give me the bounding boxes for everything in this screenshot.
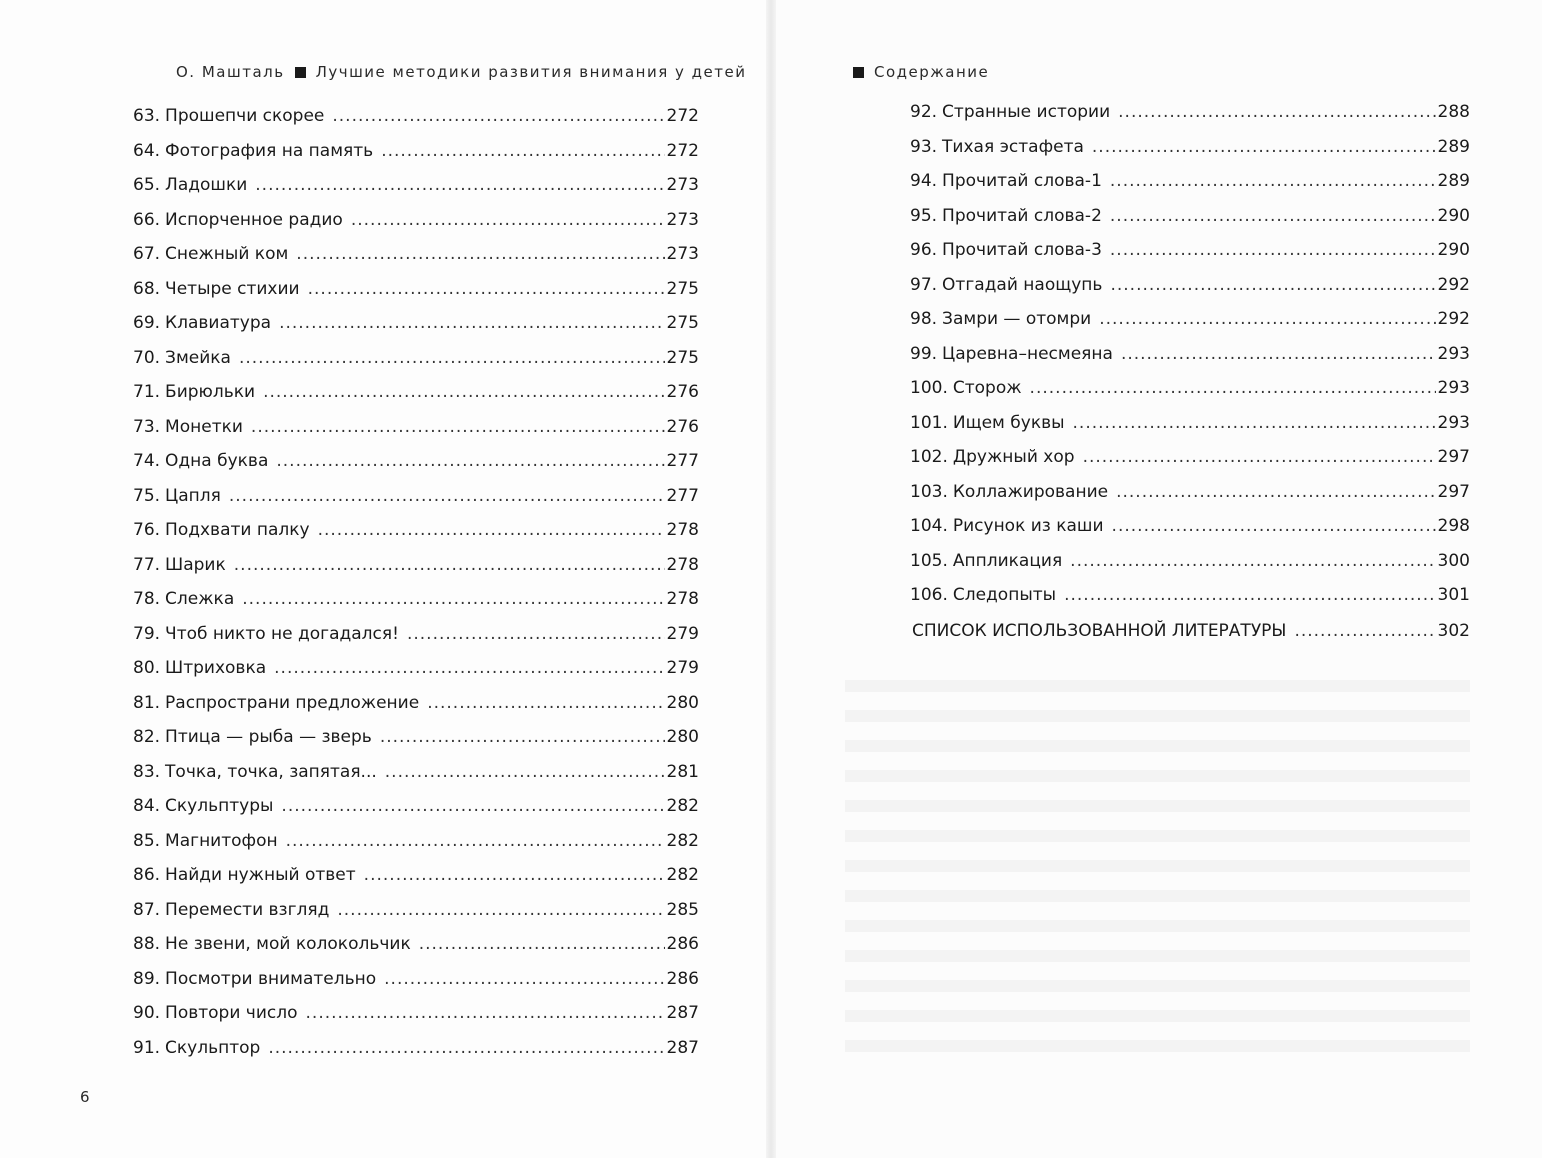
entry-title: Одна буква <box>165 451 269 471</box>
dot-leader <box>351 210 665 230</box>
toc-entry <box>133 934 699 969</box>
header-section: Содержание <box>874 63 990 81</box>
entry-title: Снежный ком <box>165 244 289 264</box>
entry-title: Прочитай слова-3 <box>942 240 1102 260</box>
entry-number: 95. <box>910 205 938 226</box>
toc-entry <box>133 486 699 521</box>
toc-entry <box>133 969 699 1004</box>
entry-number: 70. <box>133 347 161 368</box>
entry-page-number: 293 <box>1437 378 1470 398</box>
entry-page-number: 273 <box>666 209 699 230</box>
entry-number: 75. <box>133 485 161 506</box>
dot-leader <box>274 658 664 678</box>
entry-number: 80. <box>133 658 161 678</box>
toc-entry <box>133 451 699 486</box>
toc-entry <box>910 344 1470 379</box>
entry-number: 97. <box>910 274 938 295</box>
entry-number: 64. <box>133 140 161 161</box>
entry-page-number: 300 <box>1437 550 1470 571</box>
entry-number: 86. <box>133 865 161 885</box>
entry-number: 67. <box>133 244 161 264</box>
toc-entry <box>133 555 699 590</box>
entry-title: Прочитай слова-2 <box>942 205 1102 226</box>
entry-number: 101. <box>910 412 948 433</box>
entry-title: Странные истории <box>942 102 1111 122</box>
toc-entry <box>133 1003 699 1038</box>
toc-entry <box>133 658 699 693</box>
entry-number: 89. <box>133 968 161 989</box>
dot-leader <box>337 900 664 920</box>
toc-entry <box>910 482 1470 517</box>
toc-entry <box>910 275 1470 310</box>
square-bullet-icon <box>295 67 306 78</box>
entry-page-number: 289 <box>1437 136 1470 157</box>
entry-number: 66. <box>133 209 161 230</box>
dot-leader <box>286 831 665 851</box>
entry-page-number: 297 <box>1437 447 1470 467</box>
entry-number: 71. <box>133 382 161 402</box>
dot-leader <box>255 175 664 195</box>
entry-number: 77. <box>133 554 161 575</box>
toc-entry <box>133 727 699 762</box>
entry-title: Не звени, мой колокольчик <box>165 934 411 954</box>
entry-title: Царевна–несмеяна <box>942 343 1113 364</box>
entry-title: Монетки <box>165 416 243 437</box>
entry-title: Точка, точка, запятая... <box>165 761 377 782</box>
entry-number: 82. <box>133 727 161 747</box>
entry-page-number: 275 <box>666 313 699 333</box>
toc-list-right <box>910 102 1470 655</box>
toc-entry <box>133 141 699 176</box>
toc-entry <box>910 378 1470 413</box>
toc-entry <box>133 313 699 348</box>
dot-leader <box>364 865 665 885</box>
dot-leader <box>229 486 665 506</box>
dot-leader <box>1110 206 1436 226</box>
entry-number: 78. <box>133 589 161 609</box>
entry-title: Штриховка <box>165 658 267 678</box>
entry-title: Дружный хор <box>952 447 1075 467</box>
dot-leader <box>318 520 665 540</box>
dot-leader <box>1092 137 1436 157</box>
entry-title: Птица — рыба — зверь <box>165 727 372 747</box>
entry-number: 105. <box>910 550 948 571</box>
entry-number: 74. <box>133 451 161 471</box>
entry-number: 96. <box>910 240 938 260</box>
entry-title: Слежка <box>165 589 235 609</box>
toc-entry <box>133 693 699 728</box>
entry-page-number: 289 <box>1437 171 1470 191</box>
entry-page-number: 293 <box>1437 412 1470 433</box>
dot-leader <box>279 313 664 333</box>
toc-entry <box>133 175 699 210</box>
entry-page-number: 275 <box>666 278 699 299</box>
entry-title: Фотография на память <box>165 140 374 161</box>
entry-title: Сторож <box>952 378 1022 398</box>
entry-page-number: 276 <box>666 416 699 437</box>
entry-number: 104. <box>910 516 948 536</box>
page-number: 6 <box>80 1088 90 1106</box>
toc-entry <box>910 102 1470 137</box>
entry-page-number: 282 <box>666 830 699 851</box>
toc-entry <box>910 585 1470 620</box>
entry-number: 84. <box>133 796 161 816</box>
toc-entry <box>133 900 699 935</box>
toc-list-left <box>133 106 699 1072</box>
toc-entry <box>910 240 1470 275</box>
dot-leader <box>281 796 664 816</box>
dot-leader <box>332 106 664 126</box>
toc-entry <box>133 417 699 452</box>
entry-page-number: 282 <box>666 865 699 885</box>
entry-page-number: 275 <box>666 347 699 368</box>
entry-page-number: 273 <box>666 175 699 195</box>
dot-leader <box>268 1038 664 1058</box>
entry-page-number: 290 <box>1437 240 1470 260</box>
toc-entry <box>910 171 1470 206</box>
toc-entry-bibliography <box>910 621 1470 656</box>
entry-title: Повтори число <box>165 1003 298 1023</box>
entry-title: Тихая эстафета <box>942 136 1084 157</box>
dot-leader <box>1116 482 1435 502</box>
dot-leader <box>242 589 664 609</box>
toc-entry <box>910 309 1470 344</box>
entry-title: Аппликация <box>952 550 1063 571</box>
entry-page-number: 276 <box>666 382 699 402</box>
toc-entry <box>910 137 1470 172</box>
entry-page-number: 290 <box>1437 205 1470 226</box>
entry-number: 91. <box>133 1037 161 1058</box>
entry-page-number: 285 <box>666 899 699 920</box>
entry-page-number: 302 <box>1437 620 1470 641</box>
dot-leader <box>234 555 665 575</box>
entry-number: 102. <box>910 447 948 467</box>
entry-page-number: 280 <box>666 727 699 747</box>
dot-leader <box>1083 447 1436 467</box>
toc-entry <box>133 796 699 831</box>
dot-leader <box>1110 171 1436 191</box>
dot-leader <box>427 693 664 713</box>
dot-leader <box>1118 102 1435 122</box>
entry-title: Перемести взгляд <box>165 899 330 920</box>
entry-page-number: 292 <box>1437 274 1470 295</box>
entry-page-number: 278 <box>666 589 699 609</box>
entry-title: Распространи предложение <box>165 692 420 713</box>
header-book-title: Лучшие методики развития внимания у детей <box>315 63 747 81</box>
entry-number: 100. <box>910 378 948 398</box>
entry-title: СПИСОК ИСПОЛЬЗОВАННОЙ ЛИТЕРАТУРЫ <box>912 620 1287 641</box>
toc-entry <box>910 206 1470 241</box>
entry-page-number: 298 <box>1437 516 1470 536</box>
entry-page-number: 279 <box>666 623 699 644</box>
entry-number: 83. <box>133 761 161 782</box>
dot-leader <box>251 417 665 437</box>
toc-entry <box>133 624 699 659</box>
toc-entry <box>133 865 699 900</box>
entry-title: Цапля <box>165 485 221 506</box>
entry-page-number: 293 <box>1437 343 1470 364</box>
entry-number: 106. <box>910 585 948 605</box>
dot-leader <box>308 279 665 299</box>
entry-number: 90. <box>133 1003 161 1023</box>
entry-title: Змейка <box>165 347 231 368</box>
dot-leader <box>1064 585 1435 605</box>
entry-title: Рисунок из каши <box>952 516 1104 536</box>
entry-page-number: 286 <box>666 934 699 954</box>
entry-page-number: 272 <box>666 140 699 161</box>
entry-page-number: 292 <box>1437 309 1470 329</box>
dot-leader <box>1112 516 1436 536</box>
entry-title: Найди нужный ответ <box>165 865 356 885</box>
entry-title: Клавиатура <box>165 313 272 333</box>
toc-entry <box>910 551 1470 586</box>
entry-page-number: 287 <box>666 1003 699 1023</box>
entry-title: Подхвати палку <box>165 520 310 540</box>
entry-title: Скульптуры <box>165 796 274 816</box>
dot-leader <box>380 727 665 747</box>
toc-entry <box>133 244 699 279</box>
entry-number: 63. <box>133 106 161 126</box>
entry-title: Посмотри внимательно <box>165 968 377 989</box>
entry-title: Бирюльки <box>165 382 256 402</box>
entry-number: 79. <box>133 623 161 644</box>
entry-title: Ладошки <box>165 175 248 195</box>
dot-leader <box>407 624 665 644</box>
dot-leader <box>419 934 665 954</box>
dot-leader <box>381 141 664 161</box>
book-gutter <box>766 0 776 1158</box>
dot-leader <box>385 762 665 782</box>
entry-page-number: 278 <box>666 520 699 540</box>
entry-page-number: 277 <box>666 485 699 506</box>
entry-page-number: 286 <box>666 968 699 989</box>
dot-leader <box>263 382 664 402</box>
dot-leader <box>1294 621 1435 641</box>
dot-leader <box>239 348 665 368</box>
entry-number: 92. <box>910 102 938 122</box>
entry-title: Коллажирование <box>952 481 1109 502</box>
dot-leader <box>1070 551 1435 571</box>
entry-page-number: 287 <box>666 1037 699 1058</box>
toc-entry <box>133 1038 699 1073</box>
dot-leader <box>306 1003 665 1023</box>
entry-title: Прочитай слова-1 <box>942 171 1102 191</box>
toc-entry <box>133 762 699 797</box>
toc-entry <box>133 520 699 555</box>
dot-leader <box>276 451 664 471</box>
entry-number: 68. <box>133 278 161 299</box>
entry-page-number: 288 <box>1437 102 1470 122</box>
entry-number: 85. <box>133 830 161 851</box>
entry-page-number: 277 <box>666 451 699 471</box>
entry-number: 73. <box>133 416 161 437</box>
toc-entry <box>133 106 699 141</box>
dot-leader <box>1121 344 1436 364</box>
entry-page-number: 278 <box>666 554 699 575</box>
entry-title: Скульптор <box>165 1037 261 1058</box>
toc-entry <box>133 589 699 624</box>
toc-entry <box>910 413 1470 448</box>
dot-leader <box>384 969 664 989</box>
square-bullet-icon <box>853 67 864 78</box>
entry-page-number: 273 <box>666 244 699 264</box>
header-author: О. Машталь <box>176 63 285 81</box>
toc-entry <box>910 516 1470 551</box>
entry-title: Испорченное радио <box>165 209 343 230</box>
entry-title: Замри — отомри <box>942 309 1092 329</box>
entry-number: 65. <box>133 175 161 195</box>
entry-title: Отгадай наощупь <box>942 274 1103 295</box>
entry-title: Следопыты <box>952 585 1057 605</box>
toc-entry <box>133 831 699 866</box>
entry-number: 69. <box>133 313 161 333</box>
entry-page-number: 297 <box>1437 481 1470 502</box>
entry-title: Прошепчи скорее <box>165 106 325 126</box>
entry-number: 99. <box>910 343 938 364</box>
dot-leader <box>1110 275 1435 295</box>
toc-entry <box>133 348 699 383</box>
dot-leader <box>1099 309 1435 329</box>
entry-number: 76. <box>133 520 161 540</box>
toc-entry <box>910 447 1470 482</box>
entry-number: 98. <box>910 309 938 329</box>
entry-page-number: 282 <box>666 796 699 816</box>
entry-number: 93. <box>910 136 938 157</box>
dot-leader <box>1030 378 1436 398</box>
entry-page-number: 279 <box>666 658 699 678</box>
entry-number: 81. <box>133 692 161 713</box>
toc-entry <box>133 210 699 245</box>
entry-number: 103. <box>910 481 948 502</box>
entry-page-number: 281 <box>666 761 699 782</box>
entry-page-number: 272 <box>666 106 699 126</box>
entry-number: 94. <box>910 171 938 191</box>
entry-title: Магнитофон <box>165 830 278 851</box>
dot-leader <box>1073 413 1436 433</box>
toc-entry <box>133 279 699 314</box>
entry-number: 87. <box>133 899 161 920</box>
right-running-header <box>853 63 989 81</box>
entry-number: 88. <box>133 934 161 954</box>
entry-title: Шарик <box>165 554 226 575</box>
entry-page-number: 280 <box>666 692 699 713</box>
entry-page-number: 301 <box>1437 585 1470 605</box>
toc-entry <box>133 382 699 417</box>
entry-title: Чтоб никто не догадался! <box>165 623 399 644</box>
dot-leader <box>1110 240 1436 260</box>
entry-title: Четыре стихии <box>165 278 300 299</box>
left-running-header <box>176 63 746 81</box>
dot-leader <box>296 244 664 264</box>
entry-title: Ищем буквы <box>952 412 1065 433</box>
